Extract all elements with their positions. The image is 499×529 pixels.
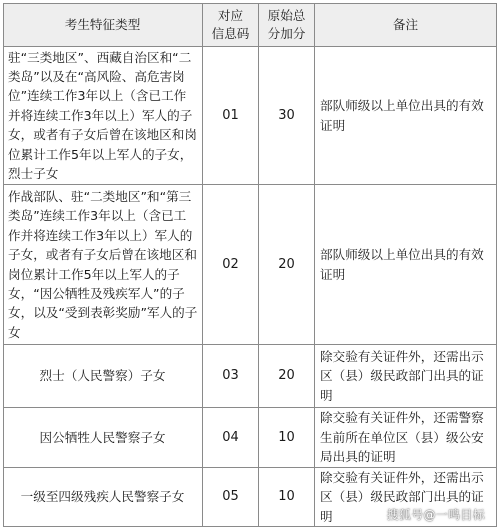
row-2-note: 部队师级以上单位出具的有效证明: [315, 185, 497, 345]
row-1-note: 部队师级以上单位出具的有效证明: [315, 47, 497, 185]
watermark-text: 搜狐号@一鸣目标: [386, 508, 485, 522]
row-5-score: 10: [259, 468, 315, 527]
row-2-type: 作战部队、驻“二类地区”和“第三类岛”连续工作3年以上（含已工作并将连续工作3年以上）军人的子女，或者有子女后曾在该地区和岗位累计工作5年以上军人的子女，“因公牺牲及残疾军人”的子女，以及“受到表彰奖励”军人的子女: [3, 185, 203, 345]
header-note: 备注: [315, 3, 497, 47]
row-3-type: 烈士（人民警察）子女: [3, 345, 203, 408]
header-type: 考生特征类型: [3, 3, 203, 47]
header-code: 对应 信息码: [203, 3, 259, 47]
row-3-note: 除交验有关证件外，还需出示区（县）级民政部门出具的证明: [315, 345, 497, 408]
row-1-score: 30: [259, 47, 315, 185]
row-5-type: 一级至四级残疾人民警察子女: [3, 468, 203, 527]
row-3-score: 20: [259, 345, 315, 408]
row-4-code: 04: [203, 408, 259, 468]
row-4-note: 除交验有关证件外，还需警察生前所在单位区（县）级公安局出具的证明: [315, 408, 497, 468]
row-5-note: 除交验有关证件外，还需出示区（县）级民政部门出具的证明: [315, 468, 497, 527]
row-3-code: 03: [203, 345, 259, 408]
row-2-score: 20: [259, 185, 315, 345]
row-1-code: 01: [203, 47, 259, 185]
row-1-type: 驻“三类地区”、西藏自治区和“二类岛”以及在“高风险、高危害岗位”连续工作3年以上（含已工作并将连续工作3年以上）军人的子女，或者有子女后曾在该地区和岗位累计工作5年以上军人的子女，烈士子女: [3, 47, 203, 185]
row-4-type: 因公牺牲人民警察子女: [3, 408, 203, 468]
admission-bonus-table: [3, 3, 497, 527]
row-4-score: 10: [259, 408, 315, 468]
header-score: 原始总 分加分: [259, 3, 315, 47]
row-5-code: 05: [203, 468, 259, 527]
row-2-code: 02: [203, 185, 259, 345]
